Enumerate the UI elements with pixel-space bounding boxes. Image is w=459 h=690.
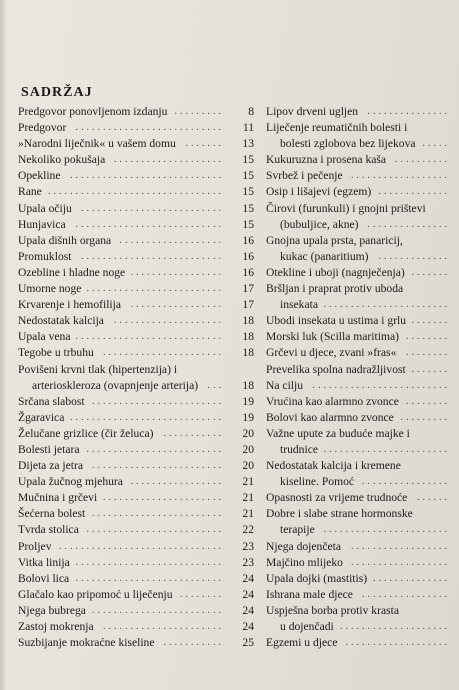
toc-leader-dots: .............................. [59, 540, 224, 552]
toc-entry-title: Ozebline i hladne noge [18, 265, 126, 279]
toc-entry [18, 603, 254, 619]
toc-leader-dots: ........................ [92, 604, 224, 616]
toc-entry-title: Zastoj mokrenja [18, 620, 94, 633]
toc-entry-title: Bršljan i praprat protiv uboda [266, 282, 404, 296]
toc-leader-dots: .................. [351, 556, 450, 568]
toc-entry [266, 297, 452, 313]
toc-entry-title: terapije [280, 523, 315, 537]
toc-entry-title: Dobre i slabe strane hormonske [266, 507, 413, 521]
toc-page-number: 16 [242, 265, 254, 279]
toc-entry-title: Umorne noge [18, 282, 82, 296]
toc-entry [18, 233, 254, 249]
toc-entry-title: u dojenčadi [280, 620, 334, 633]
toc-leader-dots: ........................... [75, 122, 224, 134]
toc-entry [266, 201, 452, 217]
toc-leader-dots: ................ [362, 588, 450, 600]
toc-entry-title: Predgovor ponovljenom izdanju [18, 105, 168, 118]
toc-entry [18, 120, 254, 136]
toc-leader-dots: .................. [351, 170, 450, 182]
toc-entry-title: Upala vena [18, 330, 71, 344]
toc-entry [18, 362, 254, 378]
toc-leader-dots: ....... [185, 138, 224, 150]
toc-left-column [18, 104, 254, 651]
toc-leader-dots: ....... [411, 266, 450, 278]
toc-entry-title: Čirovi (furunkuli) i gnojni prištevi [266, 201, 426, 215]
toc-entry-title: Ishrana male djece [266, 587, 353, 601]
toc-leader-dots: ......................... [86, 283, 224, 295]
toc-entry-title: Upala očiju [18, 201, 72, 215]
toc-entry-title: Tegobe u trbuhu [18, 346, 94, 360]
toc-page-number: 15 [242, 185, 254, 199]
toc-entry [18, 410, 254, 426]
toc-entry-title: Grčevi u djece, zvani »fras« [266, 346, 397, 360]
toc-entry-title: Krvarenje i hemofilija [18, 298, 122, 312]
toc-entry [18, 281, 254, 297]
toc-page-number: 21 [242, 475, 254, 489]
toc-entry-title: Majčino mlijeko [266, 555, 343, 569]
toc-entry-title: Lipov drveni ugljen [266, 105, 359, 118]
toc-entry [18, 555, 254, 571]
toc-entry [266, 378, 452, 394]
toc-leader-dots: ......... [400, 411, 450, 423]
toc-entry-title: Svrbež i pečenje [266, 169, 343, 183]
toc-entry [266, 168, 452, 184]
toc-page-number: 16 [242, 233, 254, 247]
toc-entry [18, 168, 254, 184]
toc-entry [18, 619, 254, 635]
toc-entry-title: Njega bubrega [18, 603, 86, 617]
toc-entry [18, 394, 254, 410]
toc-leader-dots: ...................... [103, 492, 224, 504]
toc-entry [18, 587, 254, 603]
toc-entry-title: Egzemi u djece [266, 636, 338, 650]
toc-entry [266, 329, 452, 345]
toc-entry [18, 136, 254, 152]
toc-leader-dots: ........................ [92, 395, 224, 407]
toc-entry [266, 426, 452, 442]
toc-entry [266, 281, 452, 297]
toc-entry [18, 474, 254, 490]
toc-leader-dots: ...... [417, 492, 450, 504]
toc-entry-title: »Narodni liječnik« u vašem domu [18, 137, 176, 151]
toc-entry-title: Opekline [18, 169, 61, 183]
toc-entry [266, 184, 452, 200]
toc-entry-title: Liječenje reumatičnih bolesti i [266, 121, 408, 135]
toc-leader-dots: ......................... [86, 443, 224, 455]
toc-leader-dots: ........ [180, 588, 224, 600]
toc-entry [266, 458, 452, 474]
toc-entry [18, 378, 254, 394]
toc-entry [266, 587, 452, 603]
toc-page-number: 11 [242, 121, 254, 135]
toc-entry [266, 490, 452, 506]
toc-entry [18, 297, 254, 313]
toc-leader-dots: ................. [130, 476, 224, 488]
toc-page-number: 23 [242, 555, 254, 569]
toc-entry [266, 410, 452, 426]
toc-entry-title: Nekoliko pokušaja [18, 153, 106, 167]
toc-entry [266, 442, 452, 458]
toc-entry [266, 571, 452, 587]
toc-page-number: 15 [242, 201, 254, 215]
toc-leader-dots: .................. [351, 540, 450, 552]
toc-entry [18, 539, 254, 555]
toc-page-number: 17 [242, 298, 254, 312]
toc-page-number: 18 [242, 330, 254, 344]
toc-entry [18, 506, 254, 522]
toc-entry [18, 442, 254, 458]
toc-leader-dots: ...................... [103, 621, 224, 632]
toc-entry [18, 635, 254, 651]
toc-leader-dots: ............................ [70, 411, 224, 423]
toc-leader-dots: ........... [163, 637, 224, 649]
toc-entry-title: Hunjavica [18, 217, 66, 231]
toc-entry [18, 490, 254, 506]
toc-entry [18, 217, 254, 233]
toc-page-number: 20 [242, 426, 254, 440]
toc-entry [266, 249, 452, 265]
toc-entry-title: Žgaravica [18, 410, 65, 424]
toc-page-number: 24 [242, 587, 254, 601]
toc-leader-dots: .......... [395, 154, 450, 166]
toc-entry [18, 345, 254, 361]
toc-entry-title: Rane [18, 185, 42, 199]
toc-leader-dots: ............................ [70, 170, 224, 182]
toc-leader-dots: ....... [411, 315, 450, 327]
toc-entry [266, 474, 452, 490]
toc-leader-dots: .......................... [81, 250, 224, 262]
page-title: SADRŽAJ [21, 85, 93, 100]
toc-entry-title: Srčana slabost [18, 394, 85, 408]
toc-page-number: 23 [242, 539, 254, 553]
toc-leader-dots: ............. [378, 186, 450, 198]
toc-entry-title: insekata [280, 298, 318, 312]
toc-leader-dots: ............. [378, 250, 450, 262]
toc-entry-title: Ubodi insekata u ustima i grlu [266, 314, 407, 328]
toc-page-number: 24 [242, 603, 254, 617]
toc-entry [18, 426, 254, 442]
toc-entry-title: kukac (panaritium) [280, 249, 369, 263]
toc-page-number: 18 [242, 346, 254, 360]
toc-entry [266, 233, 452, 249]
toc-entry-title: Vrućina kao alarmno zvonce [266, 394, 399, 408]
toc-leader-dots: ................. [130, 299, 224, 311]
toc-page-number: 18 [242, 314, 254, 328]
toc-entry [18, 265, 254, 281]
toc-leader-dots: ........................... [75, 218, 224, 230]
toc-entry [18, 152, 254, 168]
toc-entry-title: Uspješna borba protiv krasta [266, 603, 399, 617]
toc-entry-title: Opasnosti za vrijeme trudnoće [266, 491, 408, 505]
toc-leader-dots: ................ [362, 476, 450, 488]
toc-entry [266, 345, 452, 361]
toc-entry-title: trudnice [280, 442, 318, 456]
toc-entry-title: Upala žučnog mjehura [18, 475, 123, 489]
toc-leader-dots: ......................... [86, 524, 224, 536]
toc-entry [18, 104, 254, 120]
toc-entry-title: Tvrda stolica [18, 523, 79, 537]
toc-entry [18, 329, 254, 345]
toc-entry [266, 394, 452, 410]
toc-leader-dots: .................... [114, 154, 224, 166]
toc-leader-dots: ............... [367, 218, 450, 230]
toc-leader-dots: ....................... [323, 443, 450, 455]
toc-page-number: 13 [242, 137, 254, 151]
toc-entry-title: Glačalo kao pripomoć u liječenju [18, 587, 173, 601]
toc-entry [18, 184, 254, 200]
toc-entry-title: bolesti zglobova bez lijekova [280, 137, 416, 151]
toc-entry [266, 619, 452, 635]
toc-leader-dots: ........... [163, 427, 224, 439]
toc-leader-dots: ... [207, 379, 224, 391]
toc-leader-dots: ...................... [103, 347, 224, 359]
toc-entry-title: Proljev [18, 539, 52, 553]
toc-entry [18, 313, 254, 329]
toc-entry-title: Bolesti jetara [18, 442, 80, 456]
toc-leader-dots: ........ [406, 347, 450, 359]
toc-entry-title: Važne upute za buduće majke i [266, 426, 410, 440]
toc-leader-dots: ......... [174, 106, 224, 117]
toc-entry [266, 362, 452, 378]
toc-page-number: 15 [242, 169, 254, 183]
toc-page-number: 20 [242, 459, 254, 473]
toc-entry [266, 313, 452, 329]
toc-entry-title: Šećerna bolest [18, 507, 86, 521]
toc-leader-dots: ........................ [92, 460, 224, 472]
toc-leader-dots: ....... [411, 363, 450, 375]
toc-leader-dots: .................... [114, 315, 224, 327]
toc-page-number: 8 [248, 105, 254, 118]
toc-page-number: 15 [242, 217, 254, 231]
toc-leader-dots: ........ [406, 395, 450, 407]
toc-entry-title: Predgovor [18, 121, 67, 135]
toc-entry-title: Kukuruzna i prosena kaša [266, 153, 387, 167]
toc-entry [266, 555, 452, 571]
toc-entry-title: Povišeni krvni tlak (hipertenzija) i [18, 362, 178, 376]
toc-entry-title: kiseline. Pomoć [280, 475, 355, 489]
toc-entry [18, 249, 254, 265]
toc-entry-title: (bubuljice, akne) [280, 217, 359, 231]
toc-entry [266, 120, 452, 136]
toc-leader-dots: ......................... [312, 379, 450, 391]
toc-leader-dots: .............. [373, 572, 450, 584]
toc-entry-title: Želučane grizlice (čir želuca) [18, 426, 154, 440]
toc-entry-title: Na cilju [266, 378, 304, 392]
toc-leader-dots: ................... [119, 234, 224, 246]
toc-right-column [266, 104, 452, 651]
toc-entry [266, 152, 452, 168]
toc-entry-title: arterioskleroza (ovapnjenje arterija) [32, 378, 199, 392]
toc-page-number: 24 [242, 620, 254, 633]
toc-page-number: 19 [242, 410, 254, 424]
toc-page-number: 24 [242, 571, 254, 585]
toc-entry-title: Nedostatak kalcija i kremene [266, 459, 401, 473]
toc-entry-title: Gnojna upala prsta, panaricij, [266, 233, 403, 247]
toc-entry [18, 201, 254, 217]
toc-entry-title: Otekline i uboji (nagnječenja) [266, 265, 405, 279]
toc-entry-title: Bolovi kao alarmno zvonce [266, 410, 394, 424]
toc-page-number: 15 [242, 153, 254, 167]
toc-leader-dots: ....................... [323, 524, 450, 536]
toc-entry-title: Morski luk (Scilla maritima) [266, 330, 399, 344]
page-gutter-shadow [0, 0, 6, 690]
toc-entry [266, 136, 452, 152]
toc-entry-title: Vitka linija [18, 555, 70, 569]
toc-entry [18, 522, 254, 538]
toc-page-number: 17 [242, 282, 254, 296]
toc-entry-title: Upala dojki (mastitis) [266, 571, 368, 585]
toc-page-number: 19 [242, 394, 254, 408]
toc-page-number: 18 [242, 378, 254, 392]
toc-leader-dots: .......................... [81, 202, 224, 214]
toc-leader-dots: ........................ [92, 508, 224, 520]
toc-entry [266, 217, 452, 233]
toc-entry [266, 635, 452, 651]
toc-leader-dots: ............... [367, 106, 450, 117]
toc-page-number: 21 [242, 491, 254, 505]
toc-entry [266, 539, 452, 555]
toc-page-number: 25 [242, 636, 254, 650]
toc-entry-title: Suzbijanje mokraćne kiseline [18, 636, 155, 650]
toc-leader-dots: .................... [340, 621, 450, 632]
toc-entry [266, 265, 452, 281]
toc-entry [266, 104, 452, 120]
toc-entry [266, 603, 452, 619]
toc-leader-dots: ........................... [75, 331, 224, 343]
toc-leader-dots: ........................... [75, 572, 224, 584]
toc-leader-dots: ....................... [323, 299, 450, 311]
toc-entry-title: Njega dojenčeta [266, 539, 341, 553]
toc-entry-title: Nedostatak kalcija [18, 314, 104, 328]
toc-page-number: 20 [242, 442, 254, 456]
toc-entry [18, 458, 254, 474]
toc-page-number: 22 [242, 523, 254, 537]
toc-leader-dots: ........ [406, 331, 450, 343]
toc-entry-title: Bolovi lica [18, 571, 70, 585]
toc-entry [266, 522, 452, 538]
toc-entry-title: Mučnina i grčevi [18, 491, 98, 505]
toc-page-number: 21 [242, 507, 254, 521]
toc-entry [266, 506, 452, 522]
toc-entry-title: Prevelika spolna nadražljivost [266, 362, 406, 376]
toc-entry-title: Dijeta za jetra [18, 459, 84, 473]
toc-leader-dots: ..... [422, 138, 450, 150]
toc-leader-dots: ................. [130, 266, 224, 278]
toc-leader-dots: ................................ [48, 186, 224, 198]
toc-entry-title: Osip i lišajevi (egzem) [266, 185, 372, 199]
toc-entry-title: Promuklost [18, 249, 72, 263]
toc-page-number: 16 [242, 249, 254, 263]
toc-entry [18, 571, 254, 587]
toc-leader-dots: ................... [345, 637, 450, 649]
toc-leader-dots: ........................... [75, 556, 224, 568]
toc-entry-title: Upala dišnih organa [18, 233, 112, 247]
